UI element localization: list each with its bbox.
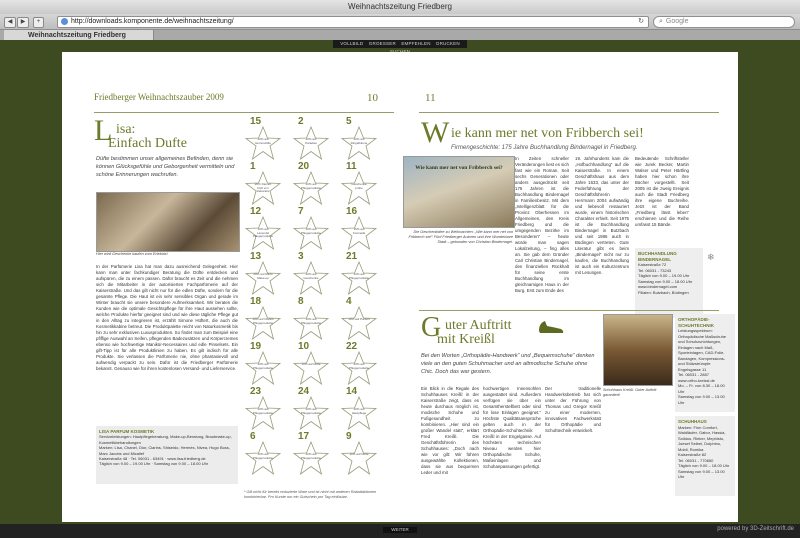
star-text: 20% Damen Duft von Dekorativ xyxy=(254,182,272,194)
star-text: 10% auf Pflegeprodukte xyxy=(300,452,322,460)
star-number: 6 xyxy=(250,431,256,442)
star-number: 23 xyxy=(250,386,262,397)
orthopedics-info-box xyxy=(675,314,735,412)
nav-fullscreen[interactable]: VOLLBILD xyxy=(340,41,364,46)
advent-star-15 xyxy=(244,116,282,162)
info-line: Täglich von 9.00 – 19.00 Uhr · Samstag von 9.00 – 18.00 Uhr xyxy=(99,461,209,467)
star-text: 10% auf Pflegeprodukte xyxy=(348,272,370,280)
info-line: Kaiserstraße 48 · Tel. 06031 - 63491 · www.lisa-friedberg.de xyxy=(99,456,206,462)
article-column-3: Bedeutende Schriftsteller wie Jurek Becker, Martin Walser und Peter Härtling haben hier schon ihre Bücher vorgestellt. Seit 2005 ist die zweig Ereignis auch die Stadt Friedberg ihre eigene Buchreihe. Jetzt ist der Band „Friedberg lässt leben“ erschienen und die Reihe umfasst 15 Bände. xyxy=(635,156,689,227)
advent-star-19 xyxy=(244,341,282,387)
star-number: 16 xyxy=(346,206,358,217)
article2-column-2: hochwertigen Innensohlen ausgestattet sind. Außerdem verfügen sie über ein Gesamtherstellbett oder sind für lose Einlagen geeignet.“ Höchste Qualitätsansprüche gelten auch in der Orthopädie-Schuhtechnik Kreißl in der Engelgasse. Auf höchstem technischen Niveau werden hier Orthopädische Schuhe, Maßeinlagen und Schuhanpassungen gefertigt. xyxy=(483,386,541,469)
star-number: 5 xyxy=(346,116,352,127)
advent-star-20 xyxy=(292,161,330,207)
info-line: Kaiserstraße 72 xyxy=(638,262,667,267)
advent-star-6 xyxy=(244,431,282,477)
divider xyxy=(94,112,394,113)
star-number: 17 xyxy=(298,431,310,442)
info-line: Tel. 06031 - 2887 xyxy=(678,372,709,377)
divider xyxy=(419,112,719,113)
info-header: LISA PARFUM KOSMETIK xyxy=(99,429,155,434)
viewer-bottom-bar xyxy=(0,524,800,538)
info-line: Samstag von 9.00 – 18.00 Uhr xyxy=(638,278,693,284)
book-title: Wie kann mer net von Fribberch sei? xyxy=(415,165,503,171)
advent-star-12 xyxy=(244,206,282,252)
advent-star-14 xyxy=(340,386,378,432)
viewer-nav xyxy=(333,40,467,48)
info-line: Engelsgasse 11 xyxy=(678,366,707,372)
info-line: Tel. 06031 - 770650 xyxy=(678,457,714,463)
page-right[interactable] xyxy=(403,52,738,522)
window-title: Weihnachtszeitung Friedberg xyxy=(348,2,452,11)
star-number: 12 xyxy=(250,206,262,217)
star-number: 7 xyxy=(298,206,304,217)
info-header: ORTHOPÄDIE-SCHUHTECHNIK xyxy=(678,317,714,328)
info-line: Marken: Finn Comfort, Waldläufer, Gabor, Hassia, Solidus, Rieker, Mephisto, Joesef Seibel, Dolphino, Mobil, Romika xyxy=(678,424,726,452)
add-bookmark-button[interactable]: + xyxy=(33,17,44,28)
divider xyxy=(419,310,719,311)
star-text: 10% auf Düfte xyxy=(349,452,369,456)
title-bar xyxy=(0,0,800,14)
star-text: 10% auf Pflegeprodukte xyxy=(300,407,322,415)
footnote: * Gilt nicht für bereits reduzierte Ware und ist nicht mit anderen Rabattaktionen kombinierbar. Pro Kunde nur ein Gutschein pro Tag einlösbar. xyxy=(244,490,377,499)
title2-line2: mit Kreißl xyxy=(437,332,495,347)
star-text: 10% auf Geschenke xyxy=(303,272,319,280)
forward-button[interactable]: ▶ xyxy=(17,17,29,28)
title2-line1: uter Auftritt xyxy=(445,318,512,333)
info-line: Filialen: Butzbach, Büdingen xyxy=(638,289,689,295)
page-left[interactable] xyxy=(62,52,404,522)
article2-column-3: Der traditionelle Handwerksbetrieb hat sich unter der Führung von Thomas und Gregor Kreißl zu einer modernen, innovativen Fachwerkstatt für Orthopädie und Schuhtechnik entwickelt. xyxy=(545,386,601,433)
shoe-store-photo xyxy=(603,314,673,386)
article-title: ie kann mer net von Fribberch sei! xyxy=(451,126,644,141)
star-number: 1 xyxy=(250,161,256,172)
nav-recommend[interactable]: EMPFEHLEN xyxy=(401,41,431,46)
info-line: www.bindernagel.com xyxy=(638,284,678,289)
back-button[interactable]: ◀ xyxy=(4,17,16,28)
lead-text: Düfte bestimmen unser allgemeines Befinden, denn sie können Glücksgefühle und Geborgenheit vermitteln und schöne Erinnerungen wachrufen. xyxy=(96,156,235,178)
star-shape-icon xyxy=(340,306,378,342)
info-line: www.ortho-kreissl.de xyxy=(678,377,715,383)
page-number-right: 11 xyxy=(425,92,436,104)
star-number: 20 xyxy=(298,161,310,172)
star-number: 13 xyxy=(250,251,262,262)
nav-print[interactable]: DRUCKEN xyxy=(436,41,460,46)
title2-initial: G xyxy=(421,312,442,343)
star-number: 4 xyxy=(346,296,352,307)
star-text: 10% auf Pflegeprodukte xyxy=(300,227,322,235)
star-shape-icon xyxy=(340,441,378,477)
star-text: 10% auf Clarins Pflegeprodukte xyxy=(252,317,274,325)
advent-star-13 xyxy=(244,251,282,297)
info-line: Samstag von 9.00 – 13.00 Uhr xyxy=(678,394,725,405)
star-text: 10% auf Pflegeprodukte xyxy=(300,182,322,190)
advent-star-11 xyxy=(340,161,378,207)
shoe-shop-info-box xyxy=(675,416,735,496)
info-line: Tel. 06031 - 73243 xyxy=(638,267,672,273)
star-number: 10 xyxy=(298,341,310,352)
info-line: Täglich von 9.00 – 18.00 Uhr xyxy=(678,463,730,468)
star-text: 20% auf Herrendüfte xyxy=(255,137,271,145)
star-number: 19 xyxy=(250,341,262,352)
star-text: 10% auf Pflegeprodukte xyxy=(252,362,274,370)
snowflake-icon: ❄ xyxy=(707,252,715,262)
tab-active[interactable]: Weihnachtszeitung Friedberg xyxy=(4,30,154,41)
title-initial: L xyxy=(94,114,113,147)
search-placeholder: Google xyxy=(665,18,689,25)
nav-zoom[interactable]: GROESSER xyxy=(368,41,396,46)
running-head: Friedberger Weihnachtszauber 2009 xyxy=(94,92,224,102)
advent-star-24 xyxy=(292,386,330,432)
search-icon: ⌕ xyxy=(659,18,663,25)
star-text: 20% auf Ringelblume xyxy=(350,137,368,145)
shoe-icon xyxy=(537,317,565,335)
advent-star-18 xyxy=(244,296,282,342)
lead-text-2: Bei den Worten „Orthopädie-Handwerk“ und „Bequemschuhe“ denken viele an den guten Schuhmacher und an altmodische Schuhe ohne Chic. Doch das war gestern. xyxy=(421,353,595,375)
advent-star-21 xyxy=(340,251,378,297)
star-text: 20% auf Pflegeprodukte xyxy=(348,362,370,370)
star-text: 10% auf Parfum xyxy=(348,317,370,321)
star-text: 10% auf Pflegeprodukte xyxy=(252,452,274,460)
star-number: 2 xyxy=(298,116,304,127)
url-text: http://downloads.komponente.de/weihnachtszeitung/ xyxy=(71,18,234,25)
star-number: 24 xyxy=(298,386,310,397)
star-text: 10% auf Düfte xyxy=(301,362,321,366)
star-number: 14 xyxy=(346,386,358,397)
powered-by: powered by 3D-Zeitschrift.de xyxy=(717,526,794,532)
info-header: BUCHHANDLUNG BINDERNAGEL xyxy=(638,251,677,262)
info-line: Leistungsspektrum: xyxy=(678,328,713,333)
photo-caption: Hier wird Geschenke kaufen zum Erlebnis! xyxy=(96,252,168,256)
magazine-viewer xyxy=(0,40,800,524)
star-number: 3 xyxy=(298,251,304,262)
advent-star-22 xyxy=(340,341,378,387)
star-text: Geschenke probe xyxy=(351,182,367,190)
star-text: 10% auf Pflegeprodukte xyxy=(300,317,322,325)
advent-star-4 xyxy=(340,296,378,342)
article2-column-1: Ein Blick in die Regale des Schuhhauses Kreißl in der Kaiserstraße zeigt, dass es heute durchaus möglich ist, modische Schuhe und Fußgesundheit zu kombinieren. „Hier sind ein großer Wandel statt“, erklärt Fred Kreißl. Die Geschäftsführerin des Schuhhauses: „Doch nach wie vor gilt: Wir führen ausgewählte Kollektionen, dass sie aus bequemen Leder und mit xyxy=(421,386,479,475)
star-text: 10% auf Pflegeprodukte xyxy=(252,407,274,415)
shop-info-box xyxy=(96,426,238,484)
advent-star-10 xyxy=(292,341,330,387)
star-number: 18 xyxy=(250,296,262,307)
advent-star-3 xyxy=(292,251,330,297)
info-line: Mo. – Fr. von 8.30 – 18.00 Uhr xyxy=(678,383,725,394)
star-number: 11 xyxy=(346,161,357,172)
next-page-button[interactable]: WEITER xyxy=(383,527,417,533)
book-cover-photo xyxy=(403,156,515,228)
info-line: Samstag von 9.00 – 13.00 Uhr xyxy=(678,468,725,479)
shop-photo xyxy=(96,192,240,252)
advent-star-17 xyxy=(292,431,330,477)
advent-star-7 xyxy=(292,206,330,252)
article-column-1: In Zeiten schneller Veränderungen liest es sich fast wie ein Roman. Seit sechs Generationen oder anders ausgedrückt seit 175 Jahren ist die Buchhandlung Bindernagel in Familienbesitz. Mit dem „Intelligenzblatt für die Provinz Oberhessen im Allgemeinen, den Kreis Friedberg und die umgegenden Bezirke im Besonderen“ – heute würde man sagen Lokalzeitung, – fing alles an. Sie gab dem Gründer Carl Christian Bindernagel, den finanziellen Rückhalt für seine erste Buchhandlung im gleichnamigen Haus in der Burg. Erst zum Ende des xyxy=(515,156,569,293)
info-line: Täglich von 9.00 – 19.00 Uhr xyxy=(638,273,690,278)
advent-star-16 xyxy=(340,206,378,252)
photo-caption: Die Geschenkidee zu Weihnachten: „Wie kann mer net von Fribberch sei!“ Fünf Friedberger Autoren und ihre Wunderbare Stadt – gebunden von Christian Bindernagel. xyxy=(408,230,513,244)
article-column-2: 19. Jahrhunderts kam die „Hofbuchhandlung“ auf die Kaiserstraße. In einem Geschäftshaus aus dem Jahre 1633, das unter der Federführung der Geschäftsführerin Herrmann 2004 aufwändig und liebevoll restauriert wurde, einem historischen Charakter erhielt. Seit 1975 ist die Buchhandlung Bindernagel in Butzbach und seit 1986 auch in Büdingen vertreten. Gute Literatur gibt es beim „Bindernagel“ nicht nur zu kaufen, die Buchhandlung ist auch ein Kulturzentrum mit Lesungen. xyxy=(575,156,629,275)
star-text: 15% auf Kosmetik xyxy=(352,227,366,235)
article-subtitle: Firmengeschichte: 175 Jahre Buchhandlung Bindernagel in Friedberg. xyxy=(451,145,638,151)
bookshop-info-box xyxy=(635,248,703,318)
star-text: 10% auf Lavendel Pflegeprodukte xyxy=(252,227,274,239)
title-line2: Einfach Dufte xyxy=(108,136,187,151)
title-line1: isa: xyxy=(116,122,136,137)
advent-star-9 xyxy=(340,431,378,477)
star-number: 9 xyxy=(346,431,352,442)
reload-icon[interactable]: ↻ xyxy=(638,18,644,25)
photo-caption: Schuhhaus Kreißl: Guter Auftritt garantiert! xyxy=(603,388,657,397)
search-input[interactable] xyxy=(653,16,795,28)
star-number: 15 xyxy=(250,116,262,127)
page-number-left: 10 xyxy=(367,92,378,104)
star-shape-icon xyxy=(292,351,330,387)
advent-star-1 xyxy=(244,161,282,207)
info-line: Orthopädische Maßschuhe und Schuhzurichtungen, Einlagen nach Maß, Sporteinlagen, CAD-Folie, Bandagen, Kompressions- und Stützstrümpfe xyxy=(678,333,727,366)
star-text: 10% auf Paradise xyxy=(305,137,317,145)
toolbar xyxy=(0,14,800,29)
advent-star-2 xyxy=(292,116,330,162)
info-line: Serviceleistungen: Hautpflegeberatung, Make-up-Beratung, Brautmake-up, Kosmetikbehandlungen xyxy=(99,434,232,445)
advent-star-8 xyxy=(292,296,330,342)
title-initial: W xyxy=(421,116,450,149)
star-text: 20% auf Mikro Make-up xyxy=(253,272,273,280)
info-line: Kaiserstraße 82 xyxy=(678,452,707,457)
star-number: 21 xyxy=(346,251,358,262)
info-header: SCHUHHAUS xyxy=(678,419,707,424)
info-line: Marken: Lisa, Chanel, Dior, Clarins, Shiseido, Hermès, Nivea, Hugo Boss, Marc Jacobs und Micallef xyxy=(99,445,230,456)
star-number: 22 xyxy=(346,341,358,352)
article-body: In der Parfümerie Lisa hat man dazu ausreichend Gelegenheit. Hier kann man unter fachkundiger Beratung die Düfte entdecken und aufspüren, die zu einem passen. Dafür braucht es Zeit und die nehmen sich die Mitarbeiter in der autorisierten Fachparfümerie auf der Kaiserstraße. Und das gilt nicht nur für die edlen Düfte, sondern für die gesamte Pflege. Die Haut ist ein sehr sensibles Organ und gerade im Winter braucht sie unsere besondere Aufmerksamkeit. Wir beraten die Kunden wie die optimale Gesichtspflege für ihre Haut aussehen sollte, welche Produkte hierfür geeignet sind und wie diese tägliche Pflege gut in den Alltag zu integrieren ist, erzählt Simone Hüftert, die auch die Kosmetikkabine betreut. Die Produktpalette reicht von Naturkosmetik bis hin zu sehr exklusiven Luxusprodukten. So findet man zum Beispiel eine pfiffige Auswahl an Seifen, pflegenden Badezusätzen und Körpercremes ebenso wie hochwertige Manikür-Necessaires und edle Pinselsets. Ein gift-Tipp ist für alle Produktlinien zu haben. Es gilt indisch für alle Produkte. Sie verlassen die Parfümerie nie, ohne phantasievoll und aufwendig verpackt zu sein. Dafür ist die Friedberger Parfümerie bekannt. Genauso wie für ihren kostenlosen Versand- und Lieferservice. xyxy=(96,264,238,371)
globe-icon xyxy=(61,18,68,25)
star-number: 8 xyxy=(298,296,304,307)
address-bar[interactable] xyxy=(57,16,649,28)
advent-star-23 xyxy=(244,386,282,432)
star-text: 10% auf Hautpflege xyxy=(351,407,367,415)
advent-star-5 xyxy=(340,116,378,162)
